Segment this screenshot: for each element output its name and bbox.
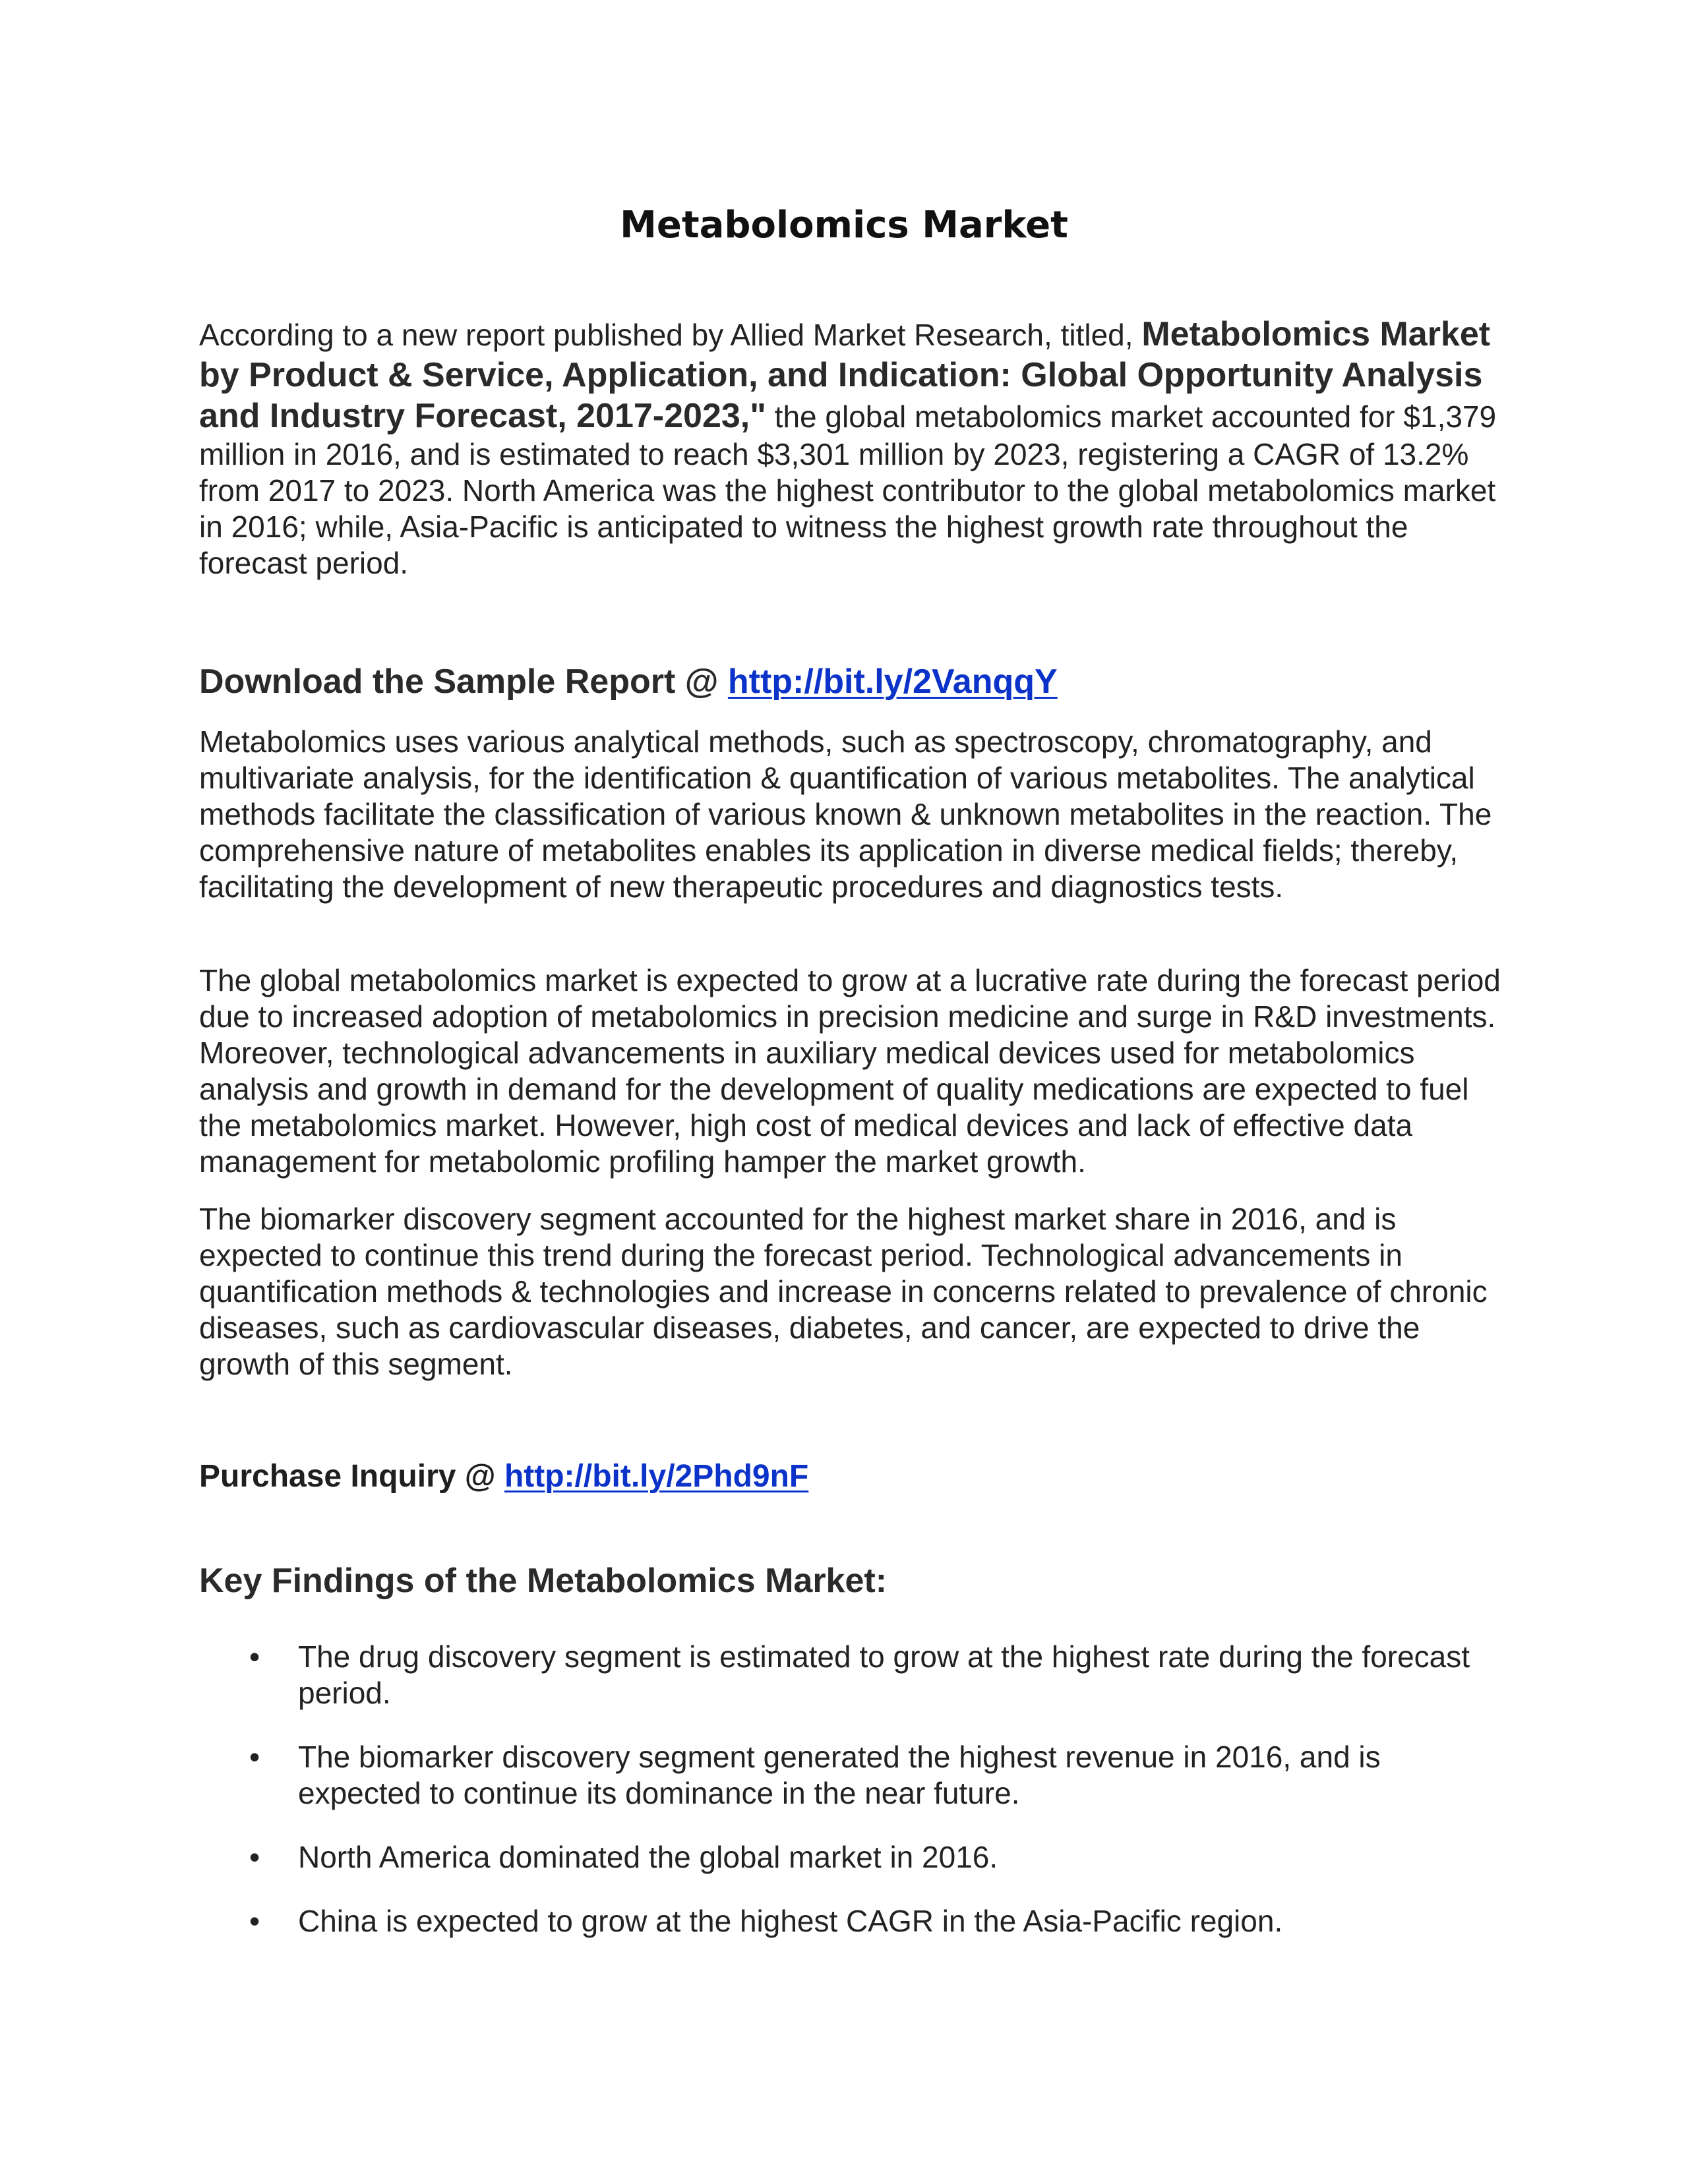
intro-lead: According to a new report published by Allied Market Research, titled, <box>199 318 1142 352</box>
list-item-text: North America dominated the global market in 2016. <box>298 1840 998 1874</box>
key-findings-heading: Key Findings of the Metabolomics Market: <box>199 1562 888 1600</box>
list-item <box>199 1839 1505 1875</box>
list-item-text: China is expected to grow at the highest CAGR in the Asia-Pacific region. <box>298 1904 1283 1938</box>
download-label: Download the Sample Report @ <box>199 663 728 701</box>
body-paragraph-biomarker: The biomarker discovery segment accounted for the highest market share in 2016, and is expected to continue this trend during the forecast period. Technological advancements in quantification methods & technologies and increase in concerns related to prevalence of chronic diseases, such as cardiovascular diseases, diabetes, and cancer, are expected to drive the growth of this segment. <box>199 1202 1488 1381</box>
purchase-label: Purchase Inquiry @ <box>199 1459 504 1494</box>
intro-rest: the global metabolomics market accounted for $1,379 million in 2016, and is estimated to reach $3,301 million by 2023, registering a CAGR of 13.2% from 2017 to 2023. North America was the highest contributor to the global metabolomics market in 2016; while, Asia-Pacific is anticipated to witness the highest growth rate throughout the forecast period. <box>199 399 1497 580</box>
report-title: Metabolomics Market by Product & Service, Application, and Indication: Global Opportunity Analysis and Industry Forecast, 2017-2023," <box>199 315 1491 435</box>
intro-paragraph <box>199 314 1505 581</box>
list-item-text: The drug discovery segment is estimated to grow at the highest rate during the forecast period. <box>298 1639 1470 1710</box>
body-paragraph-methods: Metabolomics uses various analytical methods, such as spectroscopy, chromatography, and multivariate analysis, for the identification & quantification of various metabolites. The analytical methods facilitate the classification of various known & unknown metabolites in the reaction. The comprehensive nature of metabolites enables its application in diverse medical fields; thereby, facilitating the development of new therapeutic procedures and diagnostics tests. <box>199 724 1492 904</box>
download-sample-link[interactable]: http://bit.ly/2VanqqY <box>727 663 1058 701</box>
list-item <box>199 1639 1505 1711</box>
purchase-inquiry-link[interactable]: http://bit.ly/2Phd9nF <box>504 1459 809 1494</box>
download-heading <box>199 661 1505 703</box>
purchase-heading <box>199 1457 1505 1496</box>
key-findings-list <box>199 1639 1505 1967</box>
list-item-text: The biomarker discovery segment generated the highest revenue in 2016, and is expected to continue its dominance in the near future. <box>298 1740 1381 1810</box>
body-paragraph-growth: The global metabolomics market is expected to grow at a lucrative rate during the forecast period due to increased adoption of metabolomics in precision medicine and surge in R&D investments. Moreover, technological advancements in auxiliary medical devices used for metabolomics analysis and growth in demand for the development of quality medications are expected to fuel the metabolomics market. However, high cost of medical devices and lack of effective data management for metabolomic profiling hamper the market growth. <box>199 963 1501 1179</box>
bullet-icon: • <box>249 1904 260 1938</box>
list-item <box>199 1903 1505 1939</box>
list-item <box>199 1739 1505 1812</box>
document-title: Metabolomics Market <box>620 204 1068 247</box>
bullet-icon: • <box>249 1740 260 1774</box>
bullet-icon: • <box>249 1639 260 1674</box>
bullet-icon: • <box>249 1840 260 1874</box>
